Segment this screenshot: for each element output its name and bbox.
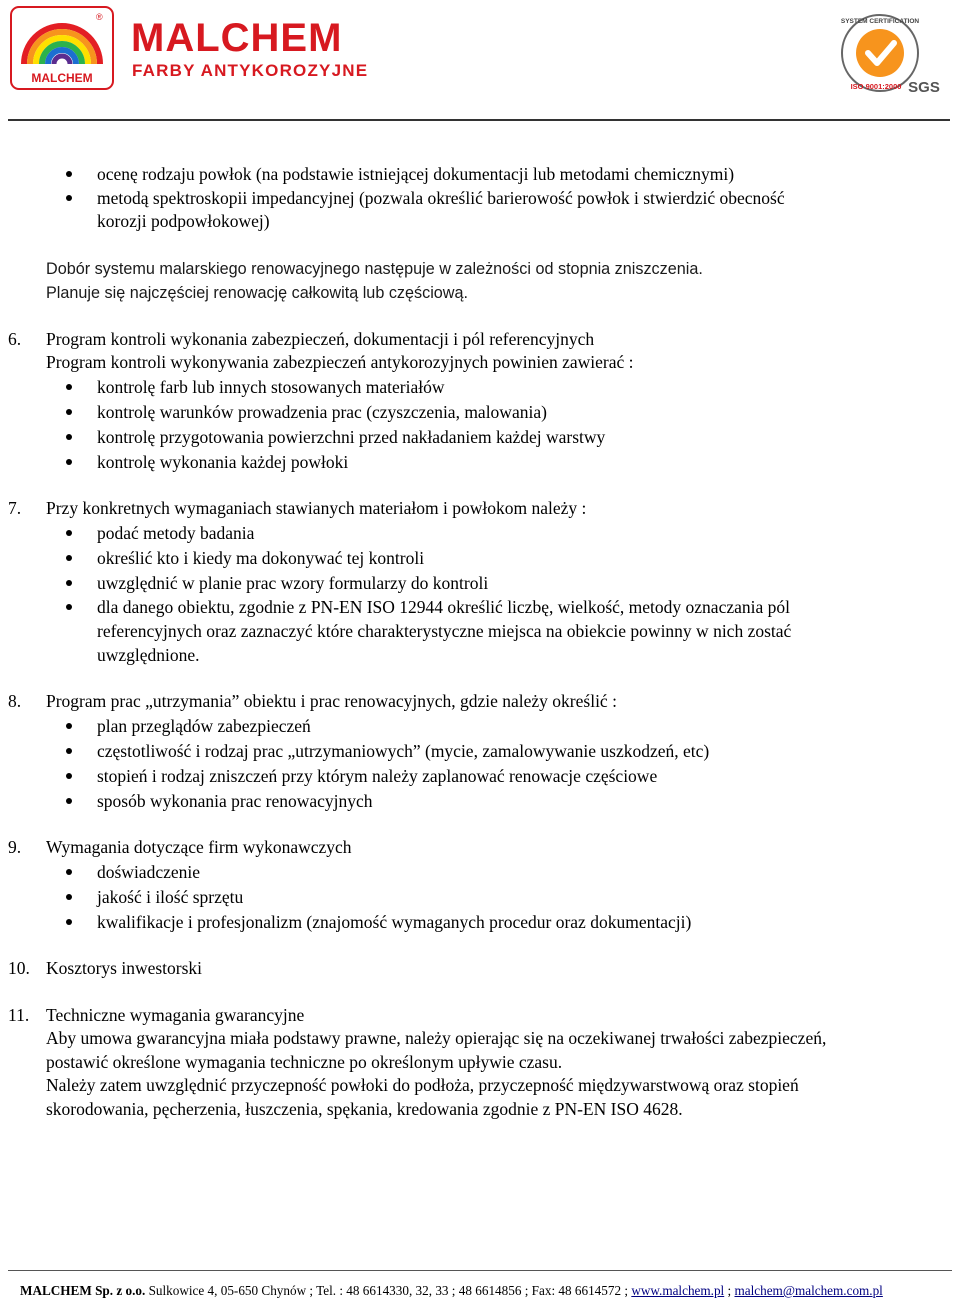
section-number: 11.	[8, 1005, 30, 1025]
registered-mark: ®	[96, 12, 103, 22]
section-title: Program kontroli wykonania zabezpieczeń, dokumentacji i pól referencyjnych	[46, 329, 595, 349]
paragraph-line: skorodowania, pęcherzenia, łuszczenia, spękania, kredowania zgodnie z PN-EN ISO 4628.	[46, 1099, 683, 1119]
sgs-iso-certification-seal	[840, 10, 944, 96]
bullet-icon	[66, 195, 72, 201]
bullet-icon	[66, 798, 72, 804]
list-item: kontrolę warunków prowadzenia prac (czyszczenia, malowania)	[97, 402, 547, 422]
section-title: Kosztorys inwestorski	[46, 958, 203, 978]
section-number: 10.	[8, 958, 30, 978]
section-title: Techniczne wymagania gwarancyjne	[46, 1005, 305, 1025]
header-divider	[8, 119, 950, 121]
section-number: 7.	[8, 498, 22, 518]
section-title: Przy konkretnych wymaganiach stawianych materiałom i powłokom należy :	[46, 498, 587, 518]
bullet-icon	[66, 869, 72, 875]
bullet-icon	[66, 555, 72, 561]
brand-name: MALCHEM	[131, 16, 343, 60]
bullet-icon	[66, 409, 72, 415]
list-item: kwalifikacje i profesjonalizm (znajomość wymaganych procedur oraz dokumentacji)	[97, 912, 692, 932]
list-item: kontrolę farb lub innych stosowanych materiałów	[97, 377, 445, 397]
list-item: ocenę rodzaju powłok (na podstawie istniejącej dokumentacji lub metodami chemicznymi)	[97, 164, 735, 184]
list-item: metodą spektroskopii impedancyjnej (pozwala określić barierowość powłok i stwierdzić obecność	[97, 188, 785, 208]
footer-email-link[interactable]: malchem@malchem.com.pl	[734, 1283, 883, 1298]
list-item: doświadczenie	[97, 862, 201, 882]
logo-caption: MALCHEM	[31, 71, 93, 85]
section-number: 9.	[8, 837, 22, 857]
page-header	[0, 0, 960, 122]
paragraph-line: Dobór systemu malarskiego renowacyjnego następuje w zależności od stopnia zniszczenia.	[46, 260, 703, 278]
bullet-icon	[66, 894, 72, 900]
bullet-icon	[66, 384, 72, 390]
list-item: plan przeglądów zabezpieczeń	[97, 716, 311, 736]
bullet-icon	[66, 171, 72, 177]
bullet-icon	[66, 434, 72, 440]
bullet-icon	[66, 773, 72, 779]
list-item: kontrolę przygotowania powierzchni przed nakładaniem każdej warstwy	[97, 427, 606, 447]
section-number: 8.	[8, 691, 22, 711]
list-item: kontrolę wykonania każdej powłoki	[97, 452, 349, 472]
paragraph-line: Należy zatem uwzględnić przyczepność powłoki do podłoża, przyczepność międzywarstwową oraz stopień	[46, 1075, 799, 1095]
list-item: jakość i ilość sprzętu	[97, 887, 244, 907]
footer-company: MALCHEM Sp. z o.o.	[20, 1283, 146, 1298]
section-subtitle: Program kontroli wykonywania zabezpieczeń antykorozyjnych powinien zawierać :	[46, 352, 634, 372]
bullet-icon	[66, 919, 72, 925]
bullet-icon	[66, 604, 72, 610]
section-title: Program prac „utrzymania” obiektu i prac renowacyjnych, gdzie należy określić :	[46, 691, 617, 711]
cert-iso-text: ISO 9001:2000	[850, 82, 902, 91]
list-item-continuation: uwzględnione.	[97, 645, 200, 665]
paragraph-line: Planuje się najczęściej renowację całkowitą lub częściową.	[46, 284, 468, 302]
paragraph-line: Aby umowa gwarancyjna miała podstawy prawne, należy opierając się na oczekiwanej trwałości zabezpieczeń,	[46, 1028, 827, 1048]
brand-tagline: FARBY ANTYKOROZYJNE	[132, 61, 369, 80]
list-item: określić kto i kiedy ma dokonywać tej kontroli	[97, 548, 425, 568]
footer-divider	[8, 1270, 952, 1271]
paragraph-line: postawić określone wymagania techniczne po określonym upływie czasu.	[46, 1052, 563, 1072]
list-item: podać metody badania	[97, 523, 255, 543]
cert-sgs-text: SGS	[908, 79, 940, 96]
list-item: dla danego obiektu, zgodnie z PN-EN ISO 12944 określić liczbę, wielkość, metody oznaczania pól	[97, 597, 790, 617]
list-item: sposób wykonania prac renowacyjnych	[97, 791, 373, 811]
section-number: 6.	[8, 329, 22, 349]
page-footer	[20, 1283, 883, 1299]
bullet-icon	[66, 530, 72, 536]
bullet-icon	[66, 580, 72, 586]
bullet-icon	[66, 459, 72, 465]
footer-website-link[interactable]: www.malchem.pl	[631, 1283, 725, 1298]
footer-address: Sulkowice 4, 05-650 Chynów ; Tel. : 48 6614330, 32, 33 ; 48 6614856 ; Fax: 48 6614572 ;	[145, 1283, 632, 1298]
bullet-icon	[66, 748, 72, 754]
list-item: stopień i rodzaj zniszczeń przy którym należy zaplanować renowacje częściowe	[97, 766, 658, 786]
list-item-continuation: korozji podpowłokowej)	[97, 211, 270, 231]
cert-top-text: SYSTEM CERTIFICATION	[840, 18, 920, 25]
list-item: uwzględnić w planie prac wzory formularzy do kontroli	[97, 573, 489, 593]
footer-separator: ;	[724, 1283, 735, 1298]
section-title: Wymagania dotyczące firm wykonawczych	[46, 837, 352, 857]
bullet-icon	[66, 723, 72, 729]
list-item: częstotliwość i rodzaj prac „utrzymaniowych” (mycie, zamalowywanie uszkodzeń, etc)	[97, 741, 710, 761]
list-item-continuation: referencyjnych oraz zaznaczyć które charakterystyczne miejsca na obiekcie powinny w nich zostać	[97, 621, 792, 641]
